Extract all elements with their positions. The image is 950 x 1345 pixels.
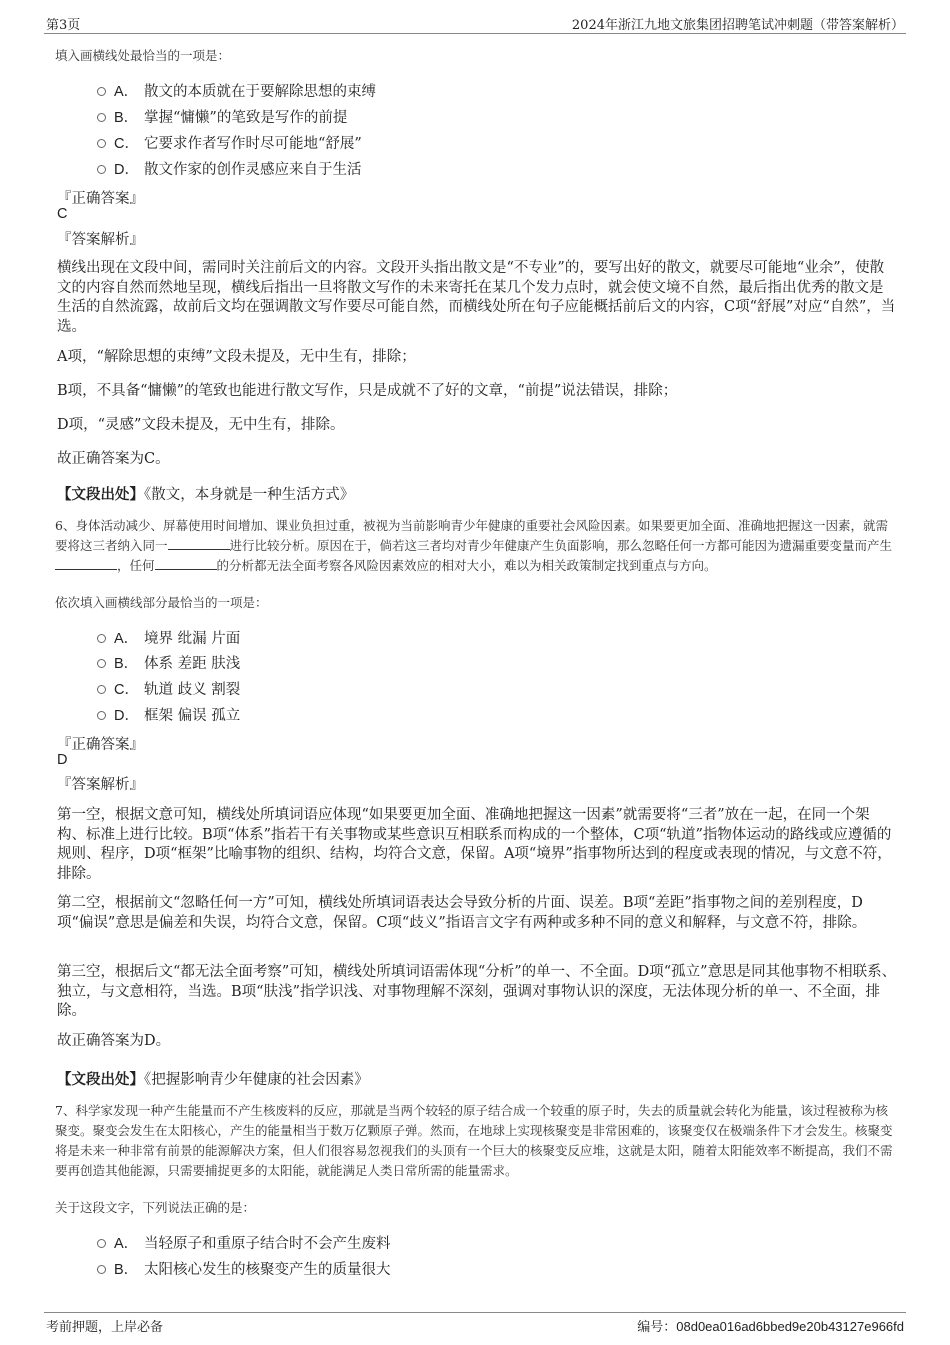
q5-option-d[interactable]: D． 散文作家的创作灵感应来自于生活: [97, 158, 362, 179]
document-code: 编号：08d0ea016ad6bbed9e20b43127e966fd: [637, 1319, 904, 1335]
q5-option-c[interactable]: C． 它要求作者写作时尽可能地“舒展”: [97, 132, 362, 153]
q7-option-a[interactable]: A． 当轻原子和重原子结合时不会产生废料: [97, 1232, 391, 1253]
radio-icon[interactable]: [97, 87, 106, 96]
q5-prompt: 填入画横线处最恰当的一项是：: [55, 48, 231, 63]
q6-answer-label: 『正确答案』: [57, 737, 144, 753]
q6-analysis-paragraph: 第一空，根据文意可知，横线处所填词语应体现“如果要更加全面、准确地把握这一因素”就需要将“三者”放在一起，在同一个架构、标准上进行比较。B项“体系”指若干有关事物或某些意识互相联系而构成的一个整体，C项“轨道”指物体运动的路线或应遵循的规则、程序，D项“框架”比喻事物的组织、结构，均符合文意，保留。A项“境界”指事物所达到的程度或表现的情况，与文意不符，排除。: [57, 807, 892, 882]
radio-icon[interactable]: [97, 113, 106, 122]
page-number: 第3页: [46, 18, 81, 33]
q6-analysis-paragraph: 第三空，根据后文“都无法全面考察”可知，横线处所填词语需体现“分析”的单一、不全面。D项“孤立”意思是同其他事物不相联系、独立，与文意相符，当选。B项“肤浅”指学识浅、对事物理解不深刻，强调对事物认识的深度，无法体现分析的单一、不全面，排除。: [57, 964, 897, 1019]
radio-icon[interactable]: [97, 1265, 106, 1274]
q5-analysis-paragraph: B项，不具备“慵懒”的笔致也能进行散文写作，只是成就不了好的文章，“前提”说法错误，排除；: [57, 383, 678, 399]
q5-source: 【文段出处】《散文，本身就是一种生活方式》: [57, 486, 355, 503]
q5-option-b[interactable]: B． 掌握“慵懒”的笔致是写作的前提: [97, 106, 347, 127]
q5-option-a[interactable]: A． 散文的本质就在于要解除思想的束缚: [97, 80, 376, 101]
radio-icon[interactable]: [97, 685, 106, 694]
fill-blank[interactable]: [155, 558, 217, 570]
q5-analysis-paragraph: 横线出现在文段中间，需同时关注前后文的内容。文段开头指出散文是“不专业”的，要写出好的散文，就要尽可能地“业余”，使散文的内容自然而然地呈现，横线后指出一旦将散文写作的未来寄托在某几个发力点时，就会使文境不自然，最后指出优秀的散文是生活的自然流露，故前后文均在强调散文写作要尽可能自然，而横线处所在句子应能概括前后文的内容，C项“舒展”对应“自然”，当选。: [57, 260, 896, 335]
q6-option-d[interactable]: D． 框架 偏误 孤立: [97, 704, 240, 725]
q6-source: 【文段出处】《把握影响青少年健康的社会因素》: [57, 1071, 369, 1088]
footer-slogan: 考前押题，上岸必备: [46, 1320, 164, 1335]
radio-icon[interactable]: [97, 165, 106, 174]
page-footer: [44, 1312, 906, 1334]
fill-blank[interactable]: [168, 538, 230, 550]
fill-blank[interactable]: [55, 558, 117, 570]
q7-prompt: 关于这段文字，下列说法正确的是：: [55, 1200, 256, 1215]
radio-icon[interactable]: [97, 711, 106, 720]
radio-icon[interactable]: [97, 634, 106, 643]
q7-stem: 7、科学家发现一种产生能量而不产生核废料的反应，那就是当两个较轻的原子结合成一个较重的原子时，失去的质量就会转化为能量，该过程被称为核聚变。聚变会发生在太阳核心，产生的能量相当于数万亿颗原子弹。然而，在地球上实现核聚变是非常困难的，该聚变仅在极端条件下才会发生。核聚变将是未来一种非常有前景的能源解决方案，但人们很容易忽视我们的头顶有一个巨大的核聚变反应堆，这就是太阳，随着太阳能效率不断提高，我们不需要再创造其他能源，只需要捕捉更多的太阳能，就能满足人类日常所需的能量需求。: [55, 1103, 893, 1178]
q5-answer-label: 『正确答案』: [57, 191, 144, 207]
q5-analysis-paragraph: A项，“解除思想的束缚”文段未提及，无中生有，排除；: [57, 349, 416, 365]
radio-icon[interactable]: [97, 139, 106, 148]
q6-analysis-paragraph: 故正确答案为D。: [57, 1033, 171, 1049]
q5-answer: C: [57, 206, 68, 222]
q6-option-b[interactable]: B． 体系 差距 肤浅: [97, 652, 240, 673]
q6-option-a[interactable]: A． 境界 纰漏 片面: [97, 627, 240, 648]
q5-analysis-label: 『答案解析』: [57, 232, 144, 248]
q6-analysis-label: 『答案解析』: [57, 777, 144, 793]
page-header: [44, 14, 906, 34]
document-title: 2024年浙江九地文旅集团招聘笔试冲刺题（带答案解析）: [571, 18, 904, 33]
q6-prompt: 依次填入画横线部分最恰当的一项是：: [55, 595, 268, 610]
q6-stem: 6、身体活动减少、屏幕使用时间增加、课业负担过重，被视为当前影响青少年健康的重要社会风险因素。如果要更加全面、准确地把握这一因素，就需要将这三者纳入同一 进行比较分析。原因在于，倘若这三者均对青少年健康产生负面影响，那么忽略任何一方都可能因为遗漏重要变量而产生，任何 的分析都无法全面考察各风险因素效应的相对大小，难以为相关政策制定找到重点与方向。: [55, 518, 893, 573]
q7-option-b[interactable]: B． 太阳核心发生的核聚变产生的质量很大: [97, 1258, 391, 1279]
radio-icon[interactable]: [97, 659, 106, 668]
q6-answer: D: [57, 752, 68, 768]
q5-analysis-paragraph: D项，“灵感”文段未提及，无中生有，排除。: [57, 417, 345, 433]
radio-icon[interactable]: [97, 1239, 106, 1248]
q5-analysis-paragraph: 故正确答案为C。: [57, 451, 170, 467]
q6-analysis-paragraph: 第二空，根据前文“忽略任何一方”可知，横线处所填词语表达会导致分析的片面、误差。B项“差距”指事物之间的差别程度，D项“偏误”意思是偏差和失误，均符合文意，保留。C项“歧义”指语言文字有两种或多种不同的意义和解释，与文意不符，排除。: [57, 895, 867, 931]
q6-option-c[interactable]: C． 轨道 歧义 割裂: [97, 678, 240, 699]
